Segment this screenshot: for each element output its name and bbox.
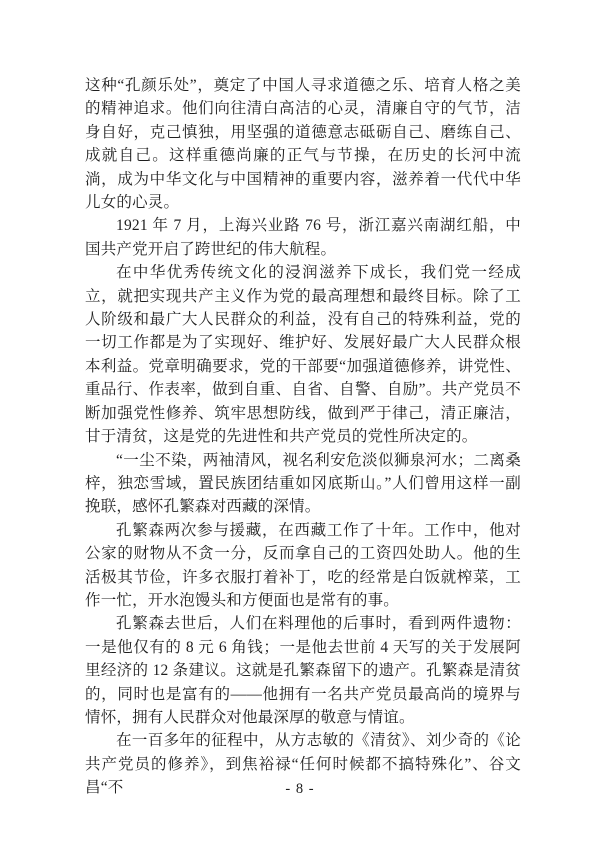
- page-number: - 8 -: [285, 781, 315, 797]
- paragraph-red-boat: 1921 年 7 月，上海兴业路 76 号，浙江嘉兴南湖红船，中国共产党开启了跨世纪的伟大航程。: [85, 217, 521, 258]
- document-body: [85, 74, 521, 800]
- paragraph-continued: 这种“孔颜乐处”，奠定了中国人寻求道德之乐、培育人格之美的精神追求。他们向往清白高洁的心灵，清廉自守的气节，洁身自好，克己慎独，用坚强的道德意志砥砺自己、磨练自己、成就自己。这样重德尚廉的正气与节操，在历史的长河中流淌，成为中华文化与中国精神的重要内容，滋养着一代代中华儿女的心灵。: [85, 77, 521, 212]
- paragraph-kong-fansen-tibet: 孔繁森两次参与援藏，在西藏工作了十年。工作中，他对公家的财物从不贪一分，反而拿自己的工资四处助人。他的生活极其节俭，许多衣服打着补丁，吃的经常是白饭就榨菜，工作一忙，开水泡馒头和方便面也是常有的事。: [85, 521, 521, 609]
- paragraph-century-journey: 在一百多年的征程中，从方志敏的《清贫》、刘少奇的《论共产党员的修养》，到焦裕禄“任何时候都不搞特殊化”、谷文昌“不: [85, 732, 521, 797]
- paragraph-elegiac-couplet: “一尘不染，两袖清风，视名利安危淡似狮泉河水；二离桑梓，独恋雪域，置民族团结重如冈底斯山。”人们曾用这样一副挽联，感怀孔繁森对西藏的深情。: [85, 451, 521, 516]
- paragraph-kong-fansen-legacy: 孔繁森去世后，人们在料理他的后事时，看到两件遗物：一是他仅有的 8 元 6 角钱；一是他去世前 4 天写的关于发展阿里经济的 12 条建议。这就是孔繁森留下的遗产。孔繁森是清贫的，同时也是富有的——他拥有一名共产党员最高尚的境界与情怀，拥有人民群众对他最深厚的敬意与情谊。: [85, 615, 521, 726]
- paragraph-party-ideals: 在中华优秀传统文化的浸润滋养下成长，我们党一经成立，就把实现共产主义作为党的最高理想和最终目标。除了工人阶级和最广大人民群众的利益，没有自己的特殊利益，党的一切工作都是为了实现好、维护好、发展好最广大人民群众根本利益。党章明确要求，党的干部要“加强道德修养，讲党性、重品行、作表率，做到自重、自省、自警、自励”。共产党员不断加强党性修养、筑牢思想防线，做到严于律己，清正廉洁，甘于清贫，这是党的先进性和共产党员的党性所决定的。: [85, 264, 521, 446]
